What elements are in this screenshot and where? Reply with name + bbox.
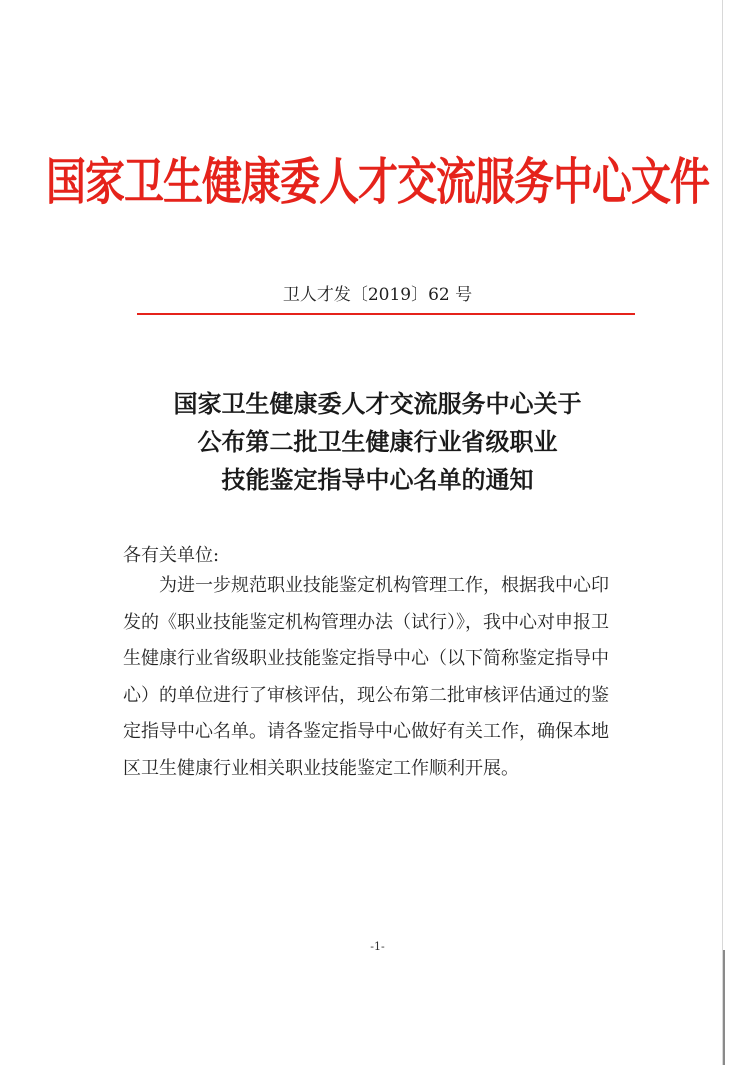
body-line: 心）的单位进行了审核评估，现公布第二批审核评估通过的鉴 [123,684,609,706]
letterhead-title: 国家卫生健康委人才交流服务中心文件 [46,153,709,212]
body-paragraph [123,568,653,787]
salutation: 各有关单位: [123,545,220,566]
page-number: -1- [370,940,385,953]
body-line: 发的《职业技能鉴定机构管理办法（试行）》，我中心对申报卫 [123,611,609,633]
notice-title [0,385,755,499]
title-line: 技能鉴定指导中心名单的通知 [221,466,534,494]
red-separator-line [137,313,635,315]
page-edge-shadow [723,950,725,1065]
body-line: 为进一步规范职业技能鉴定机构管理工作，根据我中心印 [159,575,609,596]
document-number: 卫人才发〔2019〕62 号 [282,285,473,305]
body-line: 生健康行业省级职业技能鉴定指导中心（以下简称鉴定指导中 [123,648,609,669]
title-line: 国家卫生健康委人才交流服务中心关于 [173,390,582,418]
body-line: 区卫生健康行业相关职业技能鉴定工作顺利开展。 [123,757,519,779]
body-line: 定指导中心名单。请各鉴定指导中心做好有关工作，确保本地 [123,721,609,742]
title-line: 公布第二批卫生健康行业省级职业 [197,428,558,456]
